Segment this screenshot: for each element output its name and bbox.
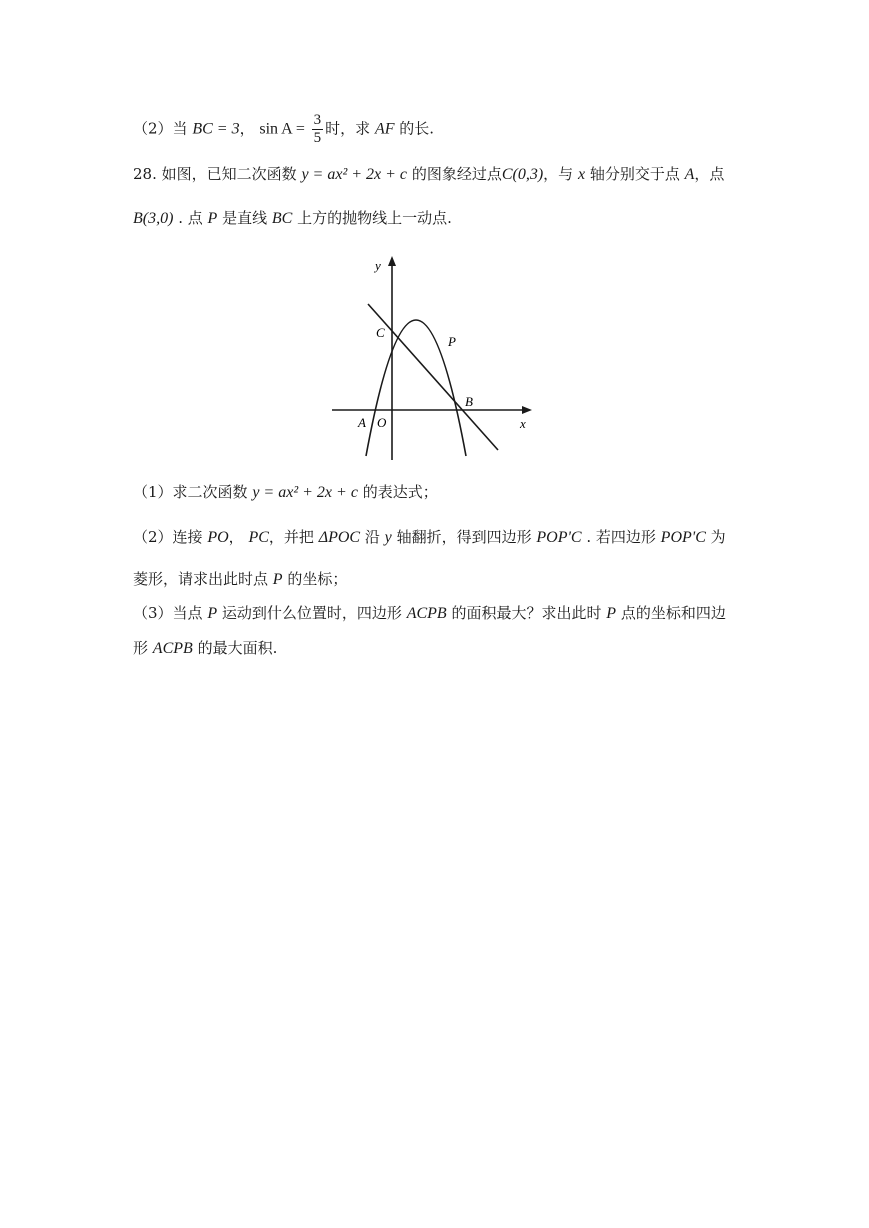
text: （3）当点: [133, 604, 203, 622]
math-a: A: [684, 166, 695, 183]
math-quad: POP'C: [660, 529, 706, 546]
text: 点的坐标和四边: [620, 604, 726, 622]
text: 是直线: [222, 209, 268, 227]
fraction-numerator: 3: [313, 112, 322, 128]
parabola-figure: [330, 252, 540, 462]
text: . 若四边形: [586, 528, 656, 546]
math-p: P: [207, 210, 218, 227]
text: 的图象经过点: [411, 165, 502, 183]
text: 运动到什么位置时，四边形: [221, 604, 402, 622]
fraction-3-5: [312, 112, 324, 147]
text: 的面积最大？求出此时: [451, 604, 602, 622]
text: 的长.: [399, 119, 435, 138]
text: （2）当: [133, 119, 188, 138]
text: ，点: [694, 165, 725, 183]
math-quad: POP'C: [536, 529, 582, 546]
question-number: 28.: [133, 165, 157, 183]
math-pc: PC: [248, 529, 269, 546]
math-point-b: B(3,0): [133, 210, 174, 227]
q28-intro-line1: [133, 164, 724, 185]
label-a: A: [358, 415, 366, 430]
math-po: PO: [207, 529, 229, 546]
q28-intro-line2: [133, 208, 452, 229]
fraction-denominator: 5: [313, 130, 322, 146]
text: 的最大面积.: [197, 639, 278, 657]
math-p: P: [207, 605, 218, 622]
text: 轴分别交于点: [589, 165, 680, 183]
math-point-c: C(0,3): [501, 166, 544, 183]
math-bc: BC: [271, 210, 293, 227]
q28-part1-line: [133, 482, 438, 503]
q28-part2-line2: [133, 569, 347, 590]
text: 菱形，请求出此时点: [133, 570, 269, 588]
math-bc: BC = 3: [192, 120, 240, 138]
q27-part2-line: [133, 112, 434, 147]
text: 时，求: [325, 119, 371, 138]
math-function: y = ax² + 2x + c: [301, 166, 408, 183]
label-p: P: [448, 334, 456, 349]
math-af: AF: [374, 120, 395, 138]
text: ，: [239, 119, 255, 138]
math-sin: sin A =: [259, 120, 305, 138]
text: 为: [710, 528, 726, 546]
math-p: P: [606, 605, 617, 622]
text: ，与: [543, 165, 574, 183]
math-p: P: [272, 571, 283, 588]
text: （2）连接: [133, 528, 203, 546]
math-y: y: [384, 529, 392, 546]
math-acpb: ACPB: [406, 605, 447, 622]
label-o: O: [377, 415, 387, 430]
text: （1）求二次函数: [133, 483, 248, 501]
text: 上方的抛物线上一动点.: [297, 209, 452, 227]
line-bc: [368, 304, 498, 450]
label-x: x: [520, 416, 526, 431]
label-c: C: [376, 325, 385, 340]
text: ，: [228, 528, 244, 546]
math-acpb: ACPB: [152, 640, 193, 657]
text: 如图，已知二次函数: [161, 165, 297, 183]
text: 形: [133, 639, 149, 657]
math-function: y = ax² + 2x + c: [252, 484, 358, 501]
text: 轴翻折，得到四边形: [396, 528, 532, 546]
label-y: y: [375, 258, 381, 273]
y-axis-arrow: [388, 256, 396, 266]
text: 的坐标；: [287, 570, 348, 588]
q28-part2-line1: [133, 527, 726, 548]
text: 的表达式；: [362, 483, 438, 501]
q28-part3-line2: [133, 638, 277, 659]
text: 沿: [364, 528, 380, 546]
q28-part3-line1: [133, 603, 726, 624]
text: ，并把: [268, 528, 314, 546]
math-triangle: ΔPOC: [318, 529, 361, 546]
text: . 点: [178, 209, 203, 227]
x-axis-arrow: [522, 406, 532, 414]
label-b: B: [465, 394, 473, 409]
math-x: x: [577, 166, 586, 183]
